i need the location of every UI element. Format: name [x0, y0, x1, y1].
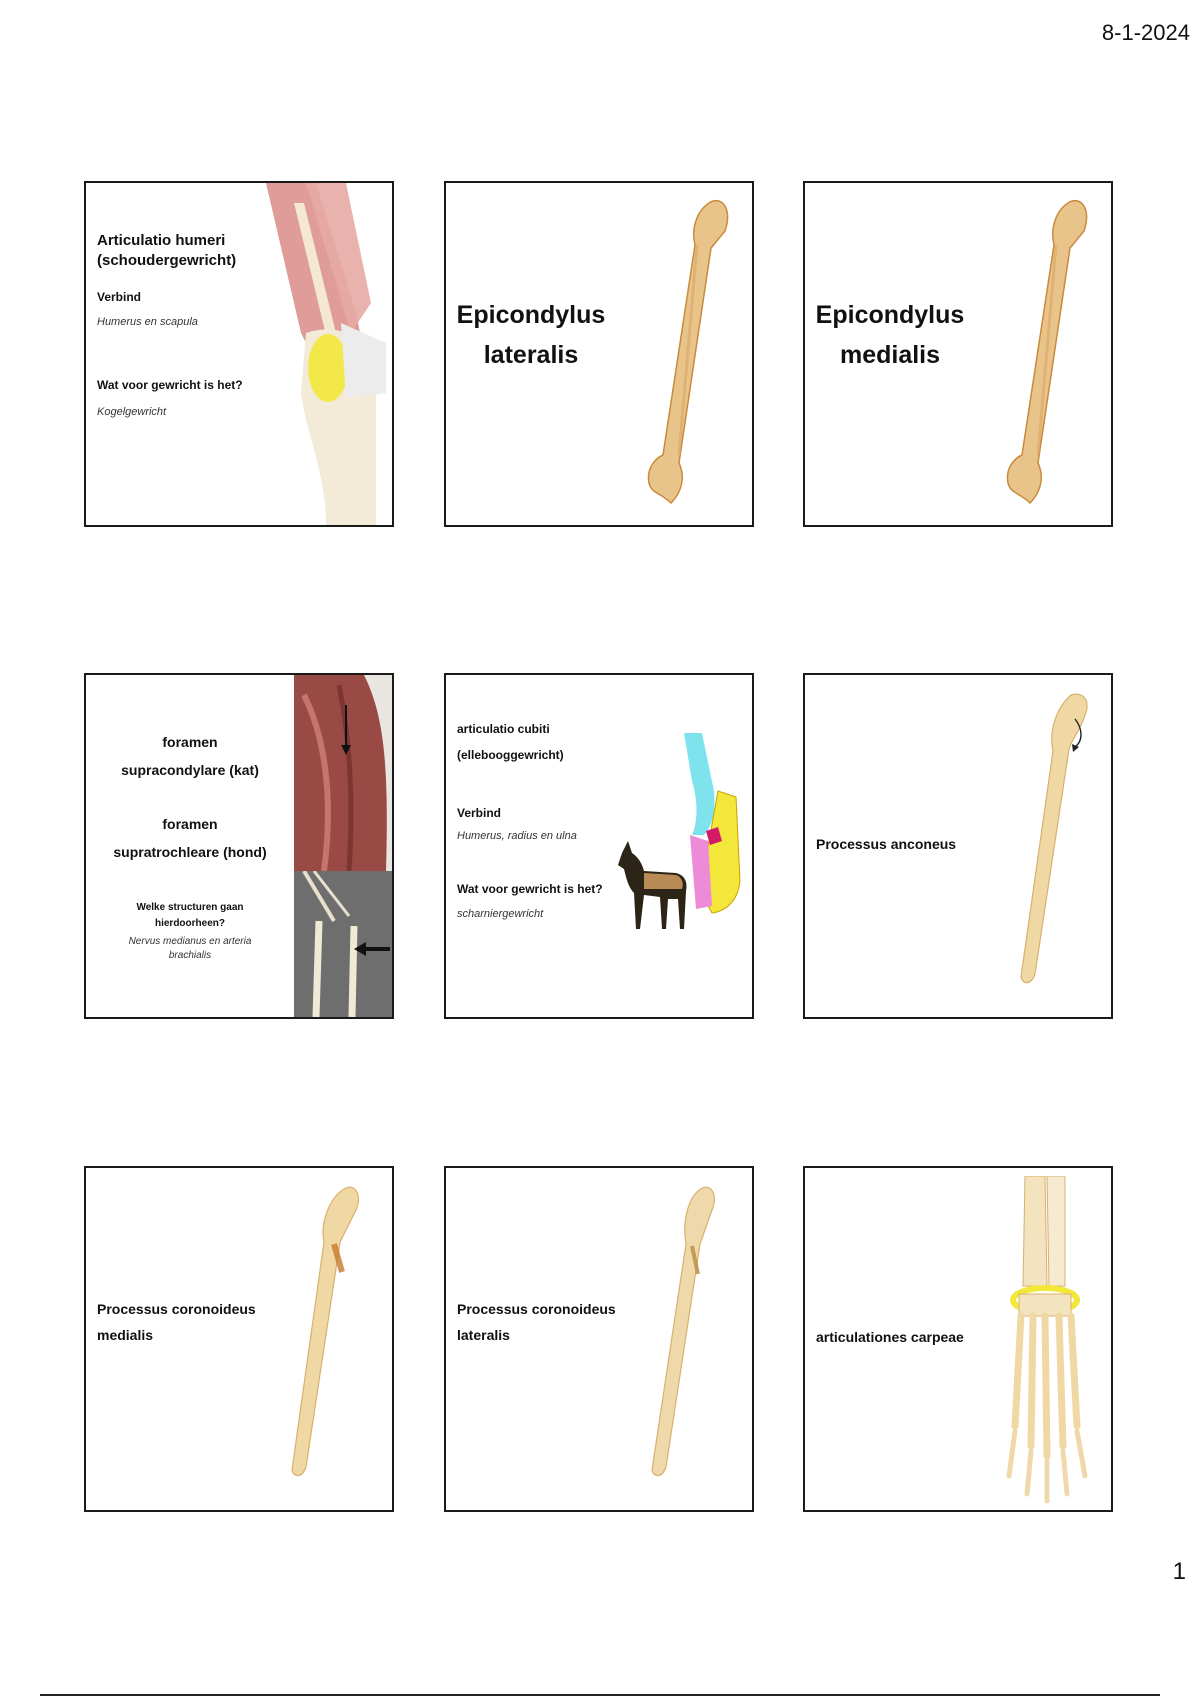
foramen-line1: foramen [162, 734, 218, 750]
slide-processus-coronoideus-medialis [84, 1166, 394, 1512]
slide-articulatio-cubiti [444, 673, 754, 1019]
slide-title-line1: Processus coronoideus [457, 1301, 616, 1317]
skeleton-photo [294, 871, 394, 1017]
humerus-bone-illustration [1000, 193, 1100, 523]
slide-title-line1: Epicondylus [456, 301, 606, 329]
foramen-line4: supratrochleare (hond) [113, 844, 267, 860]
connects-label: Verbind [457, 806, 502, 820]
question-line2: hierdoorheen? [154, 918, 225, 929]
ulna-bone-illustration [636, 1182, 736, 1482]
connects-label: Verbind [97, 290, 142, 304]
page-date: 8-1-2024 [1101, 20, 1190, 45]
question-text: Wat voor gewricht is het? [97, 378, 243, 392]
slide-title-line1: Articulatio humeri [97, 232, 226, 249]
elbow-joint-diagram [682, 731, 752, 931]
answer-text: scharniergewricht [457, 908, 544, 920]
muscle-photo [294, 675, 394, 871]
connects-value: Humerus, radius en ulna [457, 830, 577, 842]
page-number: 1 [1172, 1558, 1186, 1585]
slide-title-line2: (schoudergewricht) [97, 252, 237, 269]
slide-title-line2: medialis [839, 341, 941, 369]
connects-value: Humerus en scapula [97, 316, 198, 328]
slide-title: articulationes carpeae [816, 1329, 964, 1345]
humerus-bone-illustration [641, 193, 741, 523]
footer-divider [40, 1694, 1160, 1696]
slide-epicondylus-lateralis [444, 181, 754, 527]
question-line1: Welke structuren gaan [136, 902, 244, 913]
slide-epicondylus-medialis [803, 181, 1113, 527]
answer-line1: Nervus medianus en arteria [128, 936, 252, 947]
slide-title-line2: lateralis [483, 341, 579, 369]
ulna-bone-illustration [1013, 689, 1103, 989]
foramen-line2: supracondylare (kat) [121, 762, 259, 778]
answer-text: Kogelgewricht [97, 406, 167, 418]
slide-articulatio-humeri [84, 181, 394, 527]
slide-foramen [84, 673, 394, 1019]
slide-title-line1: articulatio cubiti [457, 722, 550, 736]
slide-articulationes-carpeae [803, 1166, 1113, 1512]
slide-title-line2: lateralis [457, 1327, 510, 1343]
answer-line2: brachialis [168, 950, 212, 961]
slide-title-line1: Processus coronoideus [97, 1301, 256, 1317]
slide-title-line2: (ellebooggewricht) [457, 748, 564, 762]
slide-title-line1: Epicondylus [815, 301, 965, 329]
shoulder-joint-illustration [246, 183, 392, 525]
slide-processus-coronoideus-lateralis [444, 1166, 754, 1512]
slide-title: Processus anconeus [816, 836, 957, 852]
carpal-bones-illustration [1005, 1176, 1095, 1506]
question-text: Wat voor gewricht is het? [457, 882, 603, 896]
slide-title-line2: medialis [97, 1327, 154, 1343]
foramen-line3: foramen [162, 816, 218, 832]
ulna-bone-illustration [276, 1182, 376, 1482]
slide-processus-anconeus [803, 673, 1113, 1019]
